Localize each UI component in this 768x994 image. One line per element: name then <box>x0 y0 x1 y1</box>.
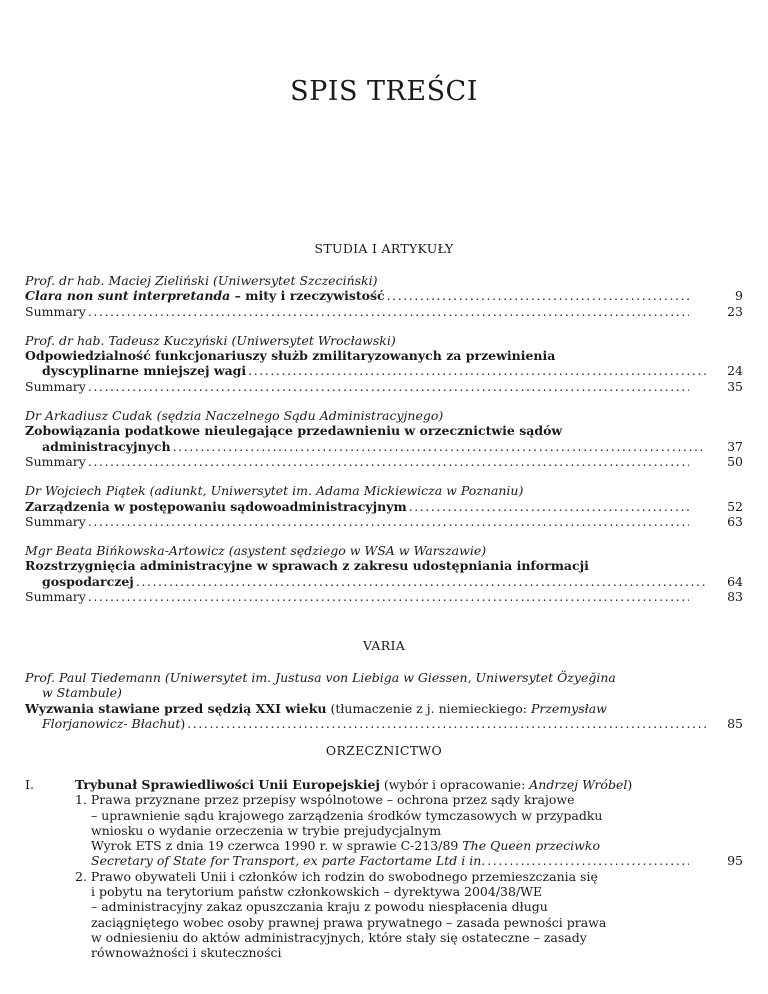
item-text[interactable]: 2. Prawo obywateli Unii i członków ich rodzin do swobodnego przemieszczania się <box>75 868 598 884</box>
item-text-cont: – administracyjny zakaz opuszczania kraju z powodu niespłacenia długu <box>91 899 548 915</box>
toc-item <box>25 792 743 868</box>
entry-author: Dr Wojciech Piątek (adiunkt, Uniwersytet im. Adama Mickiewicza w Poznaniu) <box>25 483 524 499</box>
toc-entry <box>25 408 743 469</box>
page-number: 52 <box>727 498 743 514</box>
entry-title-cont[interactable]: administracyjnych <box>42 438 171 454</box>
page-number: 9 <box>735 288 743 304</box>
entry-title-cont[interactable]: gospodarczej <box>42 573 134 589</box>
page-title: SPIS TREŚCI <box>290 76 478 108</box>
page-number: 24 <box>727 363 743 379</box>
summary-link[interactable]: Summary <box>25 378 86 394</box>
court-title[interactable]: Trybunał Sprawiedliwości Unii Europejskiej (wybór i opracowanie: Andrzej Wróbel) <box>75 777 633 792</box>
entry-author: Prof. dr hab. Tadeusz Kuczyński (Uniwersytet Wrocławski) <box>25 332 396 348</box>
entry-author: Dr Arkadiusz Cudak (sędzia Naczelnego Sądu Administracyjnego) <box>25 408 444 424</box>
toc-entry <box>25 273 743 319</box>
item-text-cont: zaciągniętego wobec osoby prawnej prawa prywatnego – zasada pewności prawa <box>91 914 607 930</box>
toc-varia <box>25 670 743 731</box>
page-number: 37 <box>727 438 743 454</box>
toc-entry <box>25 543 743 604</box>
entry-author: Prof. dr hab. Maciej Zieliński (Uniwersytet Szczeciński) <box>25 273 378 288</box>
item-text-cont: Wyrok ETS z dnia 19 czerwca 1990 r. w sprawie C-213/89 The Queen przeciwko <box>91 838 600 854</box>
page-number: 95 <box>727 853 743 869</box>
entry-title[interactable]: Rozstrzygnięcia administracyjne w sprawach z zakresu udostępniania informacji <box>25 558 589 574</box>
page-number: 85 <box>727 715 743 731</box>
toc-orzecznictwo <box>25 777 743 961</box>
summary-link[interactable]: Summary <box>25 303 86 319</box>
item-text-cont: – uprawnienie sądu krajowego zarządzenia środków tymczasowych w przypadku <box>91 807 603 823</box>
entry-title-cont[interactable]: dyscyplinarne mniejszej wagi <box>42 363 247 379</box>
item-text[interactable]: 1. Prawa przyznane przez przepisy wspólnotowe – ochrona przez sądy krajowe <box>75 792 575 808</box>
entry-title[interactable]: Zarządzenia w postępowaniu sądowoadministracyjnym <box>25 498 407 514</box>
section-heading-studia: STUDIA I ARTYKUŁY <box>314 241 454 256</box>
item-text-cont: wniosku o wydanie orzeczenia w trybie prejudycjalnym <box>91 822 442 838</box>
toc-studia <box>25 273 743 604</box>
entry-author-cont: w Stambule) <box>42 685 122 701</box>
item-text-cont: Secretary of State for Transport, ex parte Factortame Ltd i in. <box>91 853 486 869</box>
summary-link[interactable]: Summary <box>25 513 86 529</box>
toc-entry <box>25 670 743 731</box>
page-number: 64 <box>727 573 743 589</box>
page-number: 50 <box>727 453 743 469</box>
page-number: 63 <box>727 513 743 529</box>
toc-item <box>25 869 743 961</box>
item-text-cont: i pobytu na terytorium państw członkowskich – dyrektywa 2004/38/WE <box>91 884 543 900</box>
entry-title[interactable]: Odpowiedzialność funkcjonariuszy służb zmilitaryzowanych za przewinienia <box>25 348 556 364</box>
entry-title[interactable]: Zobowiązania podatkowe nieulegające przedawnieniu w orzecznictwie sądów <box>25 423 563 439</box>
item-text-cont: w odniesieniu do aktów administracyjnych, które stały się ostateczne – zasady <box>91 929 587 945</box>
entry-title-cont[interactable]: Florjanowicz- Błachut) <box>42 715 186 731</box>
section-heading-orzecznictwo: ORZECZNICTWO <box>325 743 443 758</box>
toc-entry <box>25 333 743 394</box>
page-number: 23 <box>727 303 743 319</box>
section-heading-varia: VARIA <box>362 638 406 653</box>
toc-entry <box>25 483 743 529</box>
roman-numeral: I. <box>25 777 34 792</box>
entry-title[interactable]: Wyzwania stawiane przed sędzią XXI wieku (tłumaczenie z j. niemieckiego: Przemysław <box>25 700 607 716</box>
summary-link[interactable]: Summary <box>25 589 86 605</box>
page-number: 35 <box>727 378 743 394</box>
entry-author: Mgr Beata Bińkowska-Artowicz (asystent sędziego w WSA w Warszawie) <box>25 543 487 559</box>
entry-author: Prof. Paul Tiedemann (Uniwersytet im. Justusa von Liebiga w Giessen, Uniwersytet Özyeğina <box>25 670 616 685</box>
item-text-cont: równoważności i skuteczności <box>91 945 282 961</box>
entry-title[interactable]: Clara non sunt interpretanda – mity i rzeczywistość <box>25 288 385 304</box>
summary-link[interactable]: Summary <box>25 453 86 469</box>
page-number: 83 <box>727 589 743 605</box>
